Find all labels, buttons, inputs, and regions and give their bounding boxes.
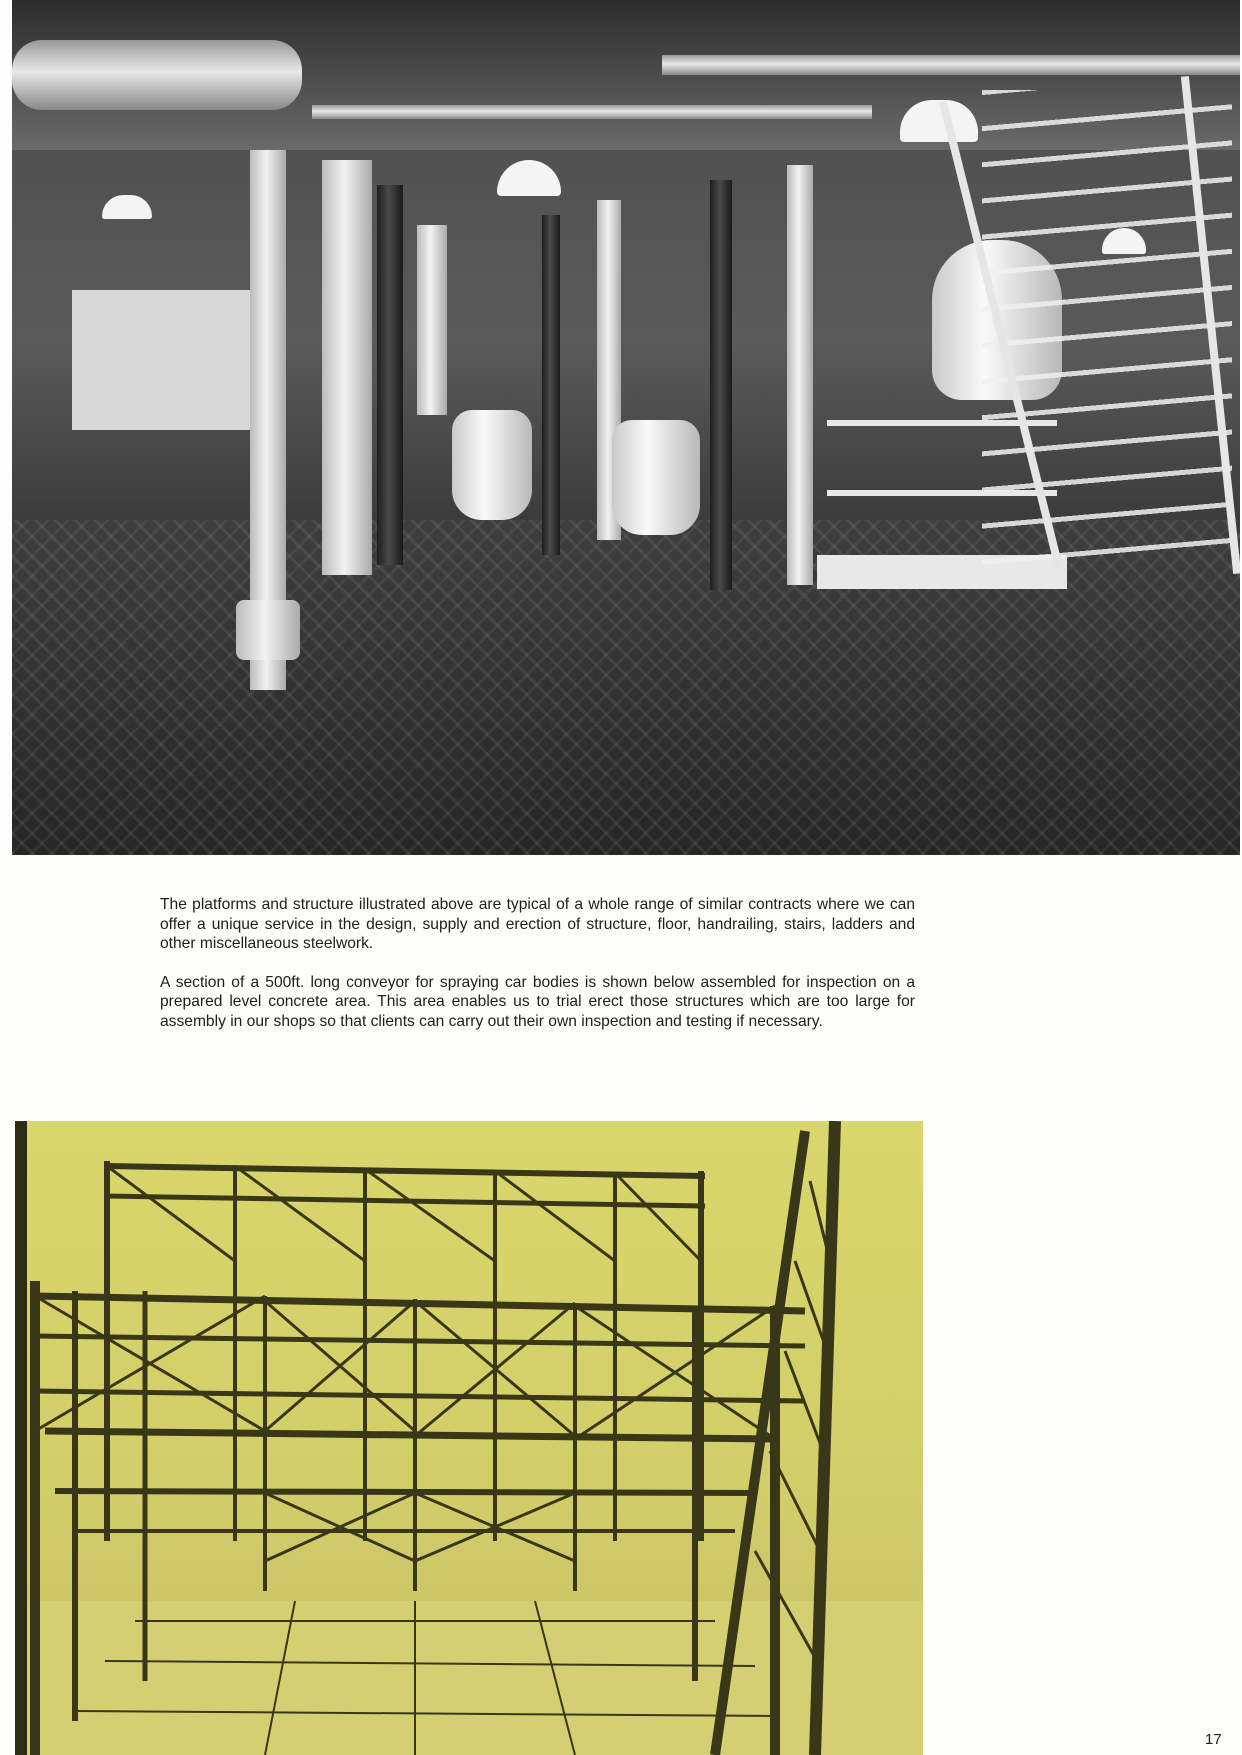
- concrete-ground: [15, 1601, 923, 1755]
- ceiling-lamp: [102, 195, 152, 219]
- overhead-pipe: [662, 55, 1240, 75]
- pressure-vessel: [452, 410, 532, 520]
- overhead-pipe: [12, 40, 302, 110]
- paragraph-platforms: The platforms and structure illustrated above are typical of a whole range of similar contracts where we can offer a unique service in the design, supply and erection of structure, floor, handrailing, stairs, ladders and other miscellaneous steelwork.: [160, 896, 915, 952]
- vertical-pipe: [377, 185, 403, 565]
- steel-framework-illustration: [15, 1121, 923, 1755]
- vertical-pipe: [417, 225, 447, 415]
- article-text: [160, 895, 915, 1050]
- vertical-pipe: [542, 215, 560, 555]
- vertical-column: [322, 160, 372, 575]
- vertical-pipe: [710, 180, 732, 590]
- paragraph-conveyor: A section of a 500ft. long conveyor for spraying car bodies is shown below assembled for inspection on a prepared level concrete area. This area enables us to trial erect those structures which are too large for assembly in our shops so that clients can carry out their own inspection and testing if necessary.: [160, 973, 915, 1030]
- left-edge-member: [15, 1121, 27, 1755]
- pressure-vessel: [612, 420, 700, 535]
- vertical-pipe: [787, 165, 813, 585]
- ceiling-lamp: [497, 160, 561, 196]
- column-base: [236, 600, 300, 660]
- overhead-pipe: [312, 105, 872, 119]
- page-number: 17: [1205, 1731, 1222, 1748]
- conveyor-framework-photo: [15, 1121, 923, 1755]
- background-window: [72, 290, 262, 430]
- plant-platform-photo: [12, 0, 1240, 855]
